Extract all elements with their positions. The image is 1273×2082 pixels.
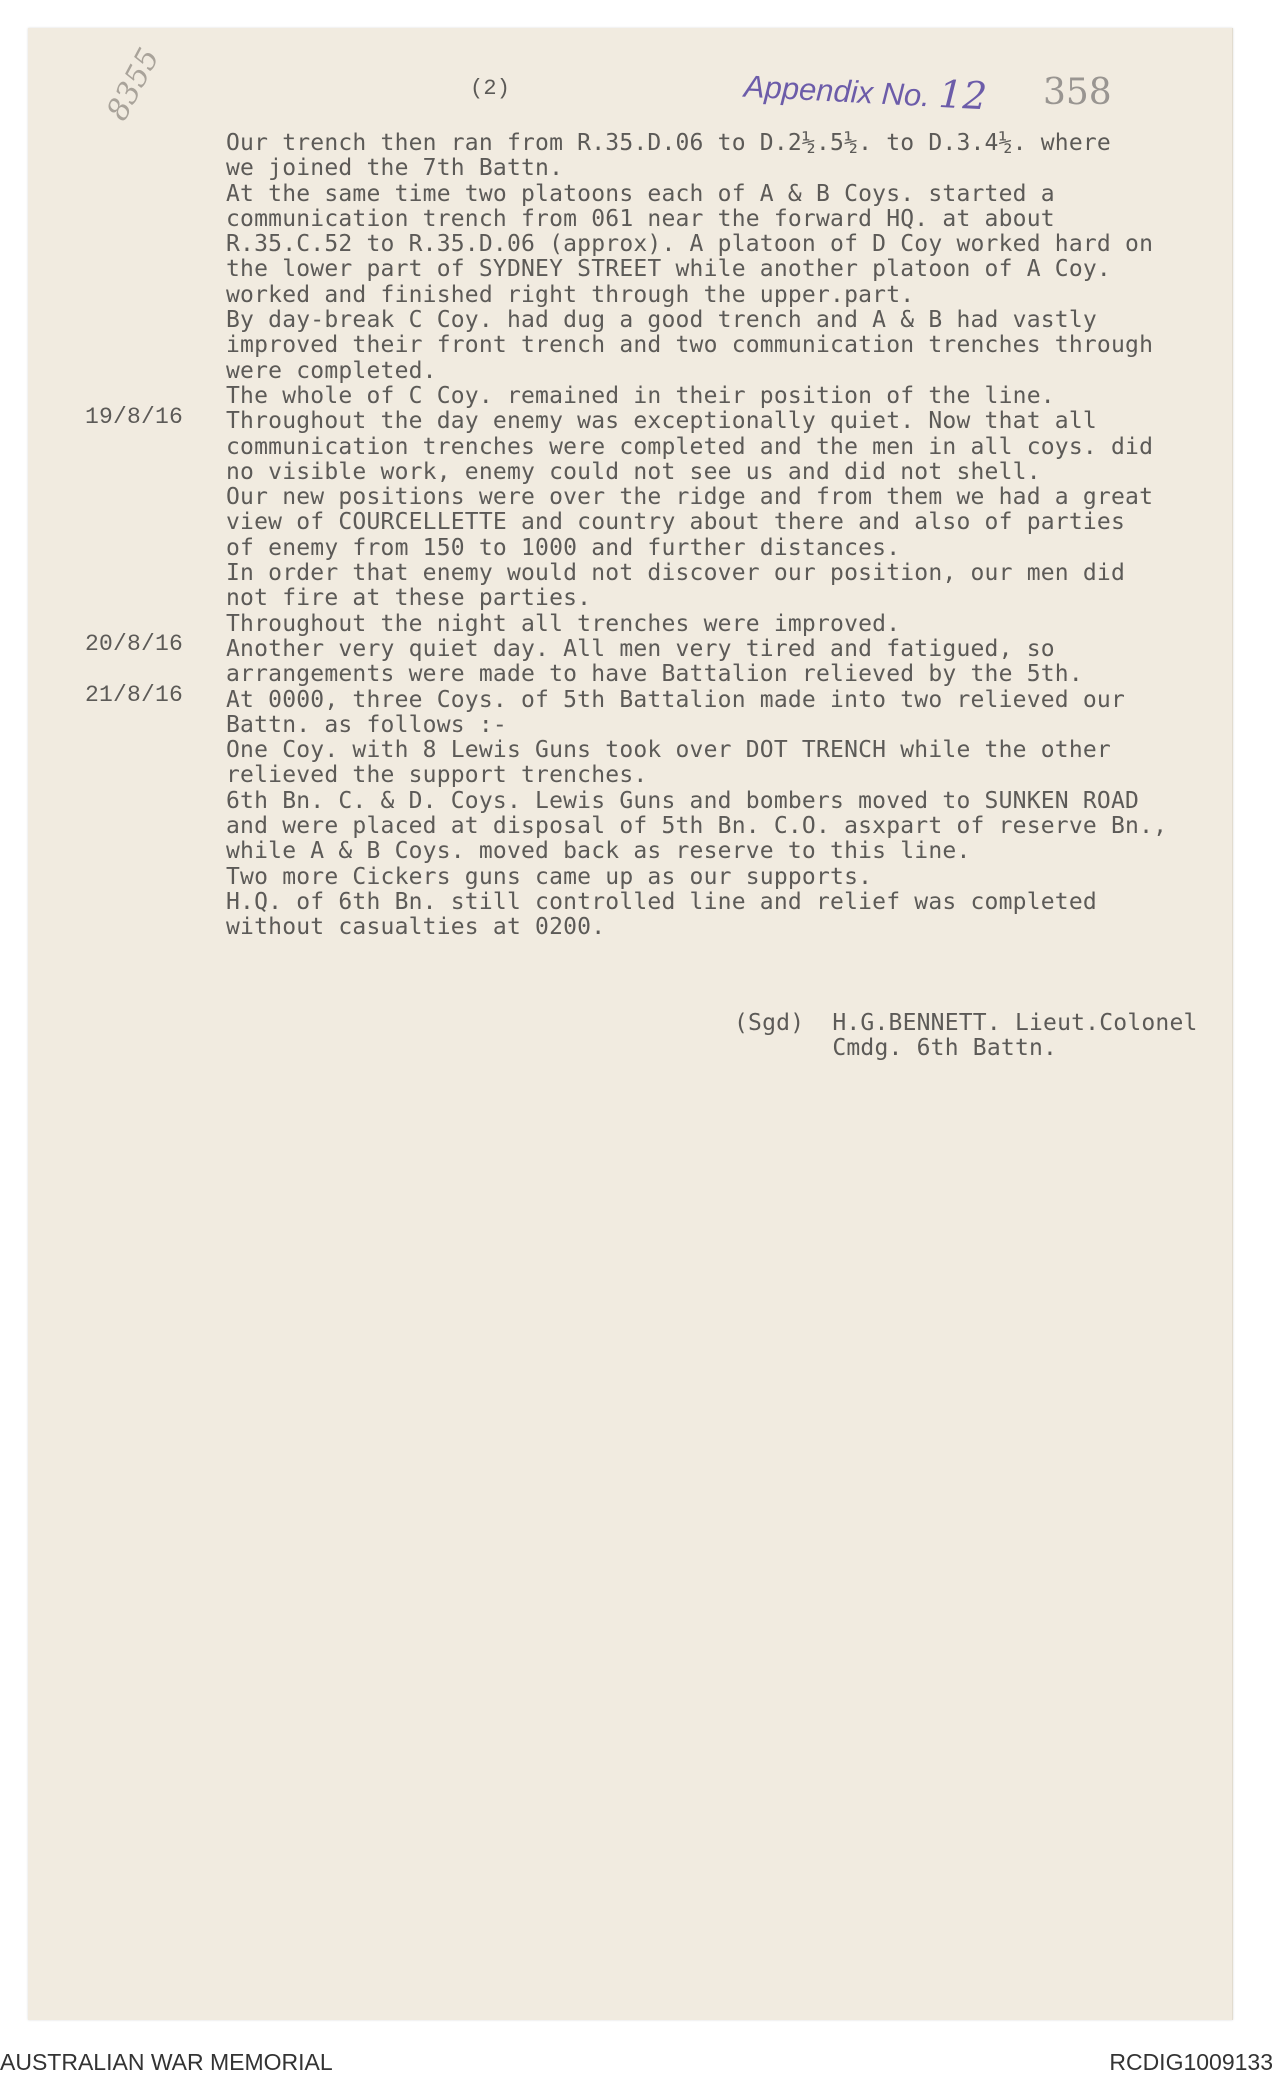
diary-line: of enemy from 150 to 1000 and further distances. (226, 534, 901, 561)
page-number: (2) (470, 76, 511, 101)
diary-line: view of COURCELLETTE and country about there and also of parties (226, 509, 1126, 536)
signature-line: Cmdg. 6th Battn. (734, 1035, 1058, 1062)
diary-line: worked and finished right through the upper.part. (226, 281, 915, 308)
appendix-stamp (743, 62, 988, 119)
diary-line: communication trench from 061 near the forward HQ. at about (226, 205, 1055, 232)
diary-line: At 0000, three Coys. of 5th Battalion made into two relieved our (226, 686, 1126, 713)
date-20-aug: 20/8/16 (84, 631, 183, 657)
date-19-aug: 19/8/16 (84, 404, 183, 430)
diary-line: no visible work, enemy could not see us and did not shell. (226, 458, 1041, 485)
diary-line: not fire at these parties. (226, 585, 592, 612)
diary-line: Our new positions were over the ridge and from them we had a great (226, 484, 1154, 511)
diary-line: Two more Cickers guns came up as our supports. (226, 863, 873, 890)
diary-line: R.35.C.52 to R.35.D.06 (approx). A platoon of D Coy worked hard on (226, 231, 1154, 258)
diary-line: Another very quiet day. All men very tired and fatigued, so (226, 635, 1055, 662)
signature-block (734, 1011, 1198, 1062)
diary-line: were completed. (226, 357, 437, 384)
diary-line: In order that enemy would not discover our position, our men did (226, 560, 1126, 587)
diary-line: At the same time two platoons each of A & B Coys. started a (226, 180, 1055, 207)
diary-line: Throughout the night all trenches were improved. (226, 610, 901, 637)
diary-line: relieved the support trenches. (226, 762, 648, 789)
diary-line: H.Q. of 6th Bn. still controlled line and relief was completed (226, 888, 1097, 915)
pencil-annotation: 8355 (100, 42, 167, 127)
document-page (28, 28, 1233, 2020)
diary-line: and were placed at disposal of 5th Bn. C.O. asxpart of reserve Bn., (226, 813, 1168, 840)
diary-line: Our trench then ran from R.35.D.06 to D.2½.5½. to D.3.4½. where (226, 130, 1111, 156)
diary-line: improved their front trench and two communication trenches through (226, 332, 1154, 359)
diary-body (226, 131, 1167, 941)
diary-line: while A & B Coys. moved back as reserve to this line. (226, 838, 971, 865)
appendix-label: Appendix No. (743, 68, 931, 114)
diary-line: without casualties at 0200. (226, 914, 606, 941)
diary-line: One Coy. with 8 Lewis Guns took over DOT TRENCH while the other (226, 737, 1111, 764)
diary-line: the lower part of SYDNEY STREET while another platoon of A Coy. (226, 256, 1111, 283)
footer-reference: RCDIG1009133 (1109, 2049, 1273, 2075)
diary-line: 6th Bn. C. & D. Coys. Lewis Guns and bombers moved to SUNKEN ROAD (226, 787, 1140, 814)
diary-line: arrangements were made to have Battalion relieved by the 5th. (226, 661, 1083, 688)
diary-line: By day-break C Coy. had dug a good trench and A & B had vastly (226, 307, 1097, 334)
appendix-number: 12 (937, 71, 989, 119)
folio-number: 358 (1043, 72, 1112, 113)
date-21-aug: 21/8/16 (84, 682, 183, 708)
diary-line: Battn. as follows :- (226, 711, 507, 738)
diary-line: The whole of C Coy. remained in their position of the line. (226, 382, 1055, 409)
diary-line: communication trenches were completed and the men in all coys. did (226, 433, 1154, 460)
footer-institution: AUSTRALIAN WAR MEMORIAL (0, 2049, 333, 2075)
signature-line: (Sgd) H.G.BENNETT. Lieut.Colonel (734, 1010, 1198, 1036)
diary-line: Throughout the day enemy was exceptionally quiet. Now that all (226, 408, 1097, 435)
diary-line: we joined the 7th Battn. (226, 155, 564, 182)
